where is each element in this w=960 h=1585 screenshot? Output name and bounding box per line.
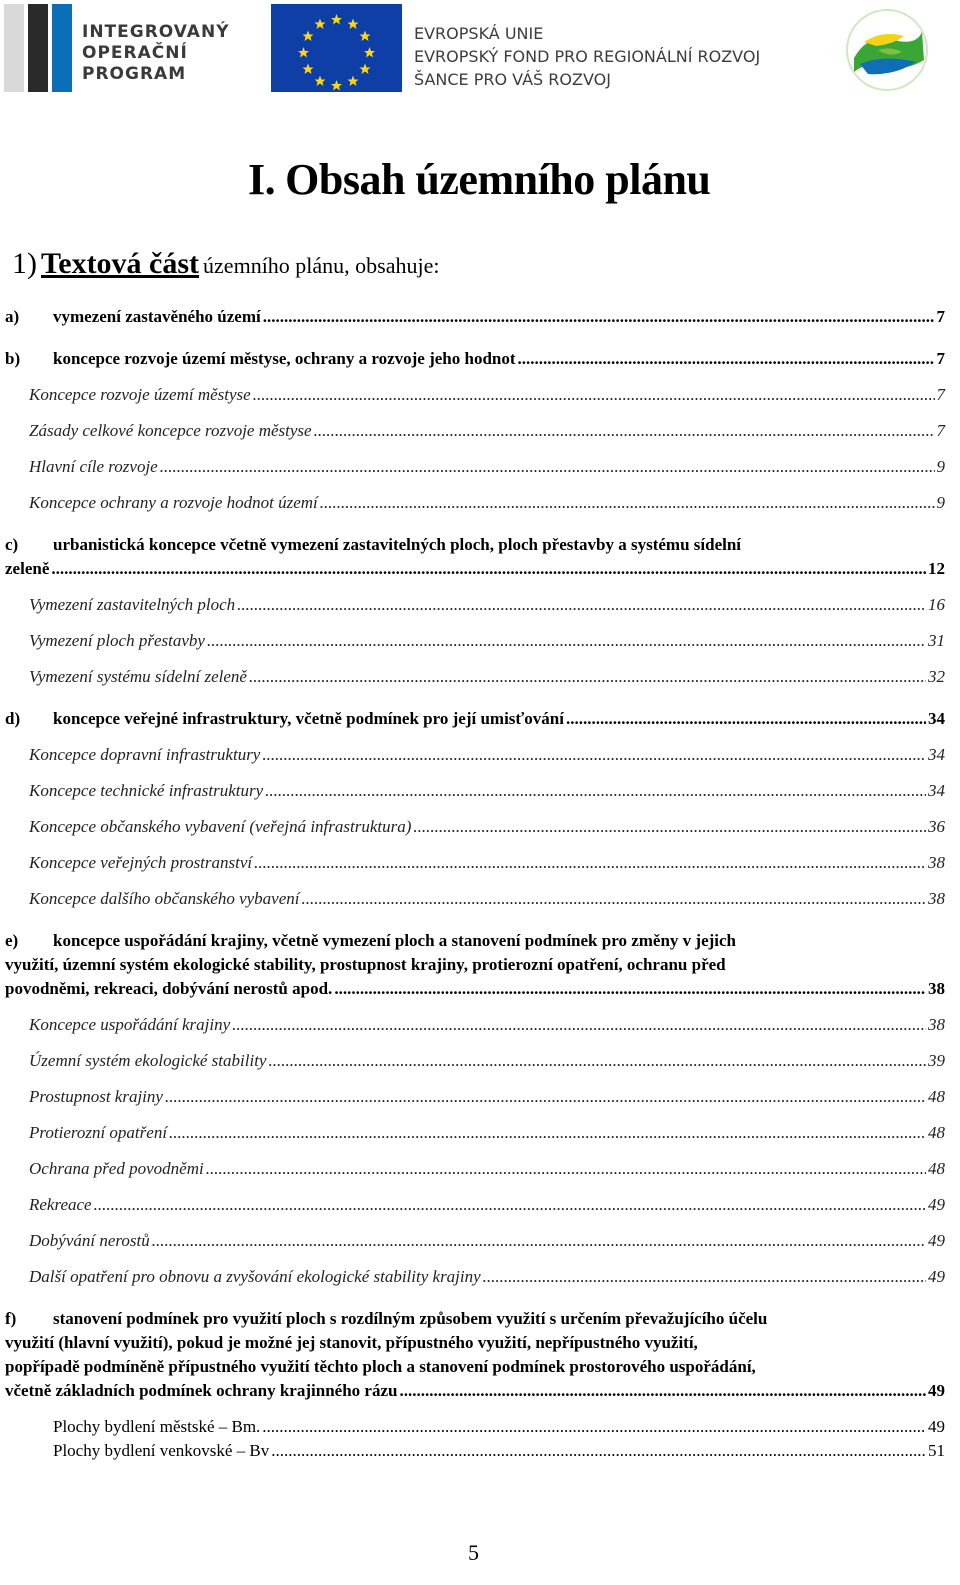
toc-label: Plochy bydlení městské – Bm. (53, 1417, 261, 1436)
toc-subentry[interactable] (5, 1157, 945, 1181)
toc-label: Ochrana před povodněmi (29, 1159, 204, 1178)
toc-subentry[interactable] (5, 887, 945, 911)
eu-line: EVROPSKÝ FOND PRO REGIONÁLNÍ ROZVOJ (414, 47, 761, 66)
toc-subentry[interactable] (5, 1049, 945, 1073)
toc-label: Koncepce občanského vybavení (veřejná infrastruktura) (29, 817, 412, 836)
toc-subentry[interactable] (5, 383, 945, 407)
toc-label: zeleně (5, 559, 50, 578)
toc-subentry[interactable] (5, 851, 945, 875)
toc-key: f) (5, 1309, 17, 1328)
toc-page: 38 (928, 979, 945, 998)
eu-logo-text (414, 22, 804, 91)
toc-label: Koncepce uspořádání krajiny (29, 1015, 231, 1034)
toc-page: 38 (928, 889, 945, 908)
toc-page: 16 (928, 595, 945, 614)
toc-label: Protierozní opatření (29, 1123, 168, 1142)
toc-page: 9 (936, 493, 945, 512)
toc-label-line: využití, územní systém ekologické stability, prostupnost krajiny, protierozní opatření, ochranu před (5, 955, 726, 974)
section-number: 1) (12, 247, 37, 280)
iop-line: OPERAČNÍ (82, 43, 188, 63)
title-text: Obsah územního plánu (285, 155, 711, 204)
toc-entry-e[interactable] (5, 929, 945, 1001)
toc-label-line: využití (hlavní využití), pokud je možné jej stanovit, přípustného využití, nepřípustného využití, (5, 1333, 698, 1352)
eu-flag-icon (271, 4, 402, 92)
eu-line: ŠANCE PRO VÁŠ ROZVOJ (414, 70, 611, 89)
toc-label: Koncepce ochrany a rozvoje hodnot území (29, 493, 318, 512)
toc-entry-f[interactable] (5, 1307, 945, 1403)
toc-label: Rekreace (29, 1195, 92, 1214)
toc-label: povodněmi, rekreaci, dobývání nerostů apod. (5, 979, 333, 998)
toc-subentry[interactable] (5, 419, 945, 443)
section-heading (12, 244, 440, 289)
toc-label: Koncepce veřejných prostranství (29, 853, 253, 872)
toc-subentry[interactable] (5, 1439, 945, 1463)
toc-page: 32 (928, 667, 945, 686)
toc-page: 36 (928, 817, 945, 836)
toc-page: 38 (928, 1015, 945, 1034)
iop-logo-bar (52, 4, 72, 92)
iop-logo-text (82, 22, 242, 85)
toc-label: Koncepce dalšího občanského vybavení (29, 889, 300, 908)
toc-entry-b[interactable] (5, 347, 945, 371)
section-title-underlined: Textová část (41, 247, 200, 280)
toc-page: 49 (928, 1381, 945, 1400)
toc-label: Územní systém ekologické stability (29, 1051, 267, 1070)
toc-subentry[interactable] (5, 491, 945, 515)
toc-label: koncepce rozvoje území městyse, ochrany a rozvoje jeho hodnot (53, 349, 516, 368)
toc-subentry[interactable] (5, 665, 945, 689)
table-of-contents (5, 296, 945, 1463)
toc-page: 34 (928, 709, 945, 728)
toc-page: 49 (928, 1417, 945, 1436)
toc-label: Koncepce dopravní infrastruktury (29, 745, 261, 764)
toc-page: 34 (928, 781, 945, 800)
toc-label: Vymezení ploch přestavby (29, 631, 205, 650)
toc-subentry[interactable] (5, 1265, 945, 1289)
toc-page: 49 (928, 1267, 945, 1286)
page-title (248, 150, 710, 210)
eu-line: EVROPSKÁ UNIE (414, 24, 544, 43)
toc-page: 7 (936, 385, 945, 404)
toc-label: Koncepce technické infrastruktury (29, 781, 264, 800)
toc-subentry[interactable] (5, 779, 945, 803)
toc-label: Plochy bydlení venkovské – Bv (53, 1441, 270, 1460)
toc-page: 38 (928, 853, 945, 872)
toc-page: 48 (928, 1087, 945, 1106)
toc-subentry[interactable] (5, 629, 945, 653)
toc-page: 7 (936, 307, 945, 326)
toc-label: Zásady celkové koncepce rozvoje městyse (29, 421, 312, 440)
toc-subentry[interactable] (5, 1085, 945, 1109)
toc-label: Koncepce rozvoje území městyse (29, 385, 251, 404)
toc-label-line: urbanistická koncepce včetně vymezení zastavitelných ploch, ploch přestavby a systému sídelní (53, 535, 742, 554)
toc-subentry[interactable] (5, 1121, 945, 1145)
toc-subentry[interactable] (5, 455, 945, 479)
toc-label: Dobývání nerostů (29, 1231, 150, 1250)
toc-subentry[interactable] (5, 743, 945, 767)
iop-logo-bar (4, 4, 24, 92)
toc-label-line: popřípadě podmíněně přípustného využití těchto ploch a stanovení podmínek prostorového uspořádání, (5, 1357, 756, 1376)
section-subtitle: územního plánu, obsahuje: (203, 253, 440, 278)
toc-subentry[interactable] (5, 1193, 945, 1217)
toc-entry-d[interactable] (5, 707, 945, 731)
toc-subentry[interactable] (5, 815, 945, 839)
mmr-logo-icon (824, 2, 950, 94)
toc-page: 49 (928, 1231, 945, 1250)
toc-key: a) (5, 307, 20, 326)
toc-subentry[interactable] (5, 593, 945, 617)
toc-label: vymezení zastavěného území (53, 307, 261, 326)
toc-page: 48 (928, 1159, 945, 1178)
toc-page: 31 (928, 631, 945, 650)
toc-entry-c[interactable] (5, 533, 945, 581)
toc-page: 12 (928, 559, 945, 578)
toc-key: d) (5, 709, 21, 728)
toc-label: koncepce veřejné infrastruktury, včetně podmínek pro její umisťování (53, 709, 564, 728)
toc-page: 51 (928, 1441, 945, 1460)
toc-label: Hlavní cíle rozvoje (29, 457, 158, 476)
iop-line: INTEGROVANÝ (82, 22, 230, 42)
toc-page: 39 (928, 1051, 945, 1070)
toc-page: 7 (936, 349, 945, 368)
iop-line: PROGRAM (82, 64, 187, 84)
toc-label-line: koncepce uspořádání krajiny, včetně vymezení ploch a stanovení podmínek pro změny v jejich (53, 931, 736, 950)
page-number: 5 (468, 1540, 479, 1565)
toc-subentry[interactable] (5, 1229, 945, 1253)
logo-header (0, 0, 960, 100)
toc-label: Vymezení systému sídelní zeleně (29, 667, 247, 686)
toc-page: 9 (936, 457, 945, 476)
toc-key: c) (5, 535, 19, 554)
iop-logo-bar (28, 4, 48, 92)
toc-page: 7 (936, 421, 945, 440)
toc-entry-a[interactable] (5, 305, 945, 329)
toc-page: 49 (928, 1195, 945, 1214)
toc-subentry[interactable] (5, 1415, 945, 1439)
toc-label: Prostupnost krajiny (29, 1087, 163, 1106)
title-number: I. (248, 155, 276, 204)
toc-label-line: stanovení podmínek pro využití ploch s rozdílným způsobem využití s určením převažujícího účelu (53, 1309, 768, 1328)
toc-label: Vymezení zastavitelných ploch (29, 595, 236, 614)
toc-subentry[interactable] (5, 1013, 945, 1037)
toc-page: 48 (928, 1123, 945, 1142)
toc-key: b) (5, 349, 21, 368)
toc-page: 34 (928, 745, 945, 764)
toc-label: včetně základních podmínek ochrany krajinného rázu (5, 1381, 398, 1400)
toc-label: Další opatření pro obnovu a zvyšování ekologické stability krajiny (29, 1267, 481, 1286)
toc-key: e) (5, 931, 19, 950)
iop-logo (4, 4, 236, 92)
